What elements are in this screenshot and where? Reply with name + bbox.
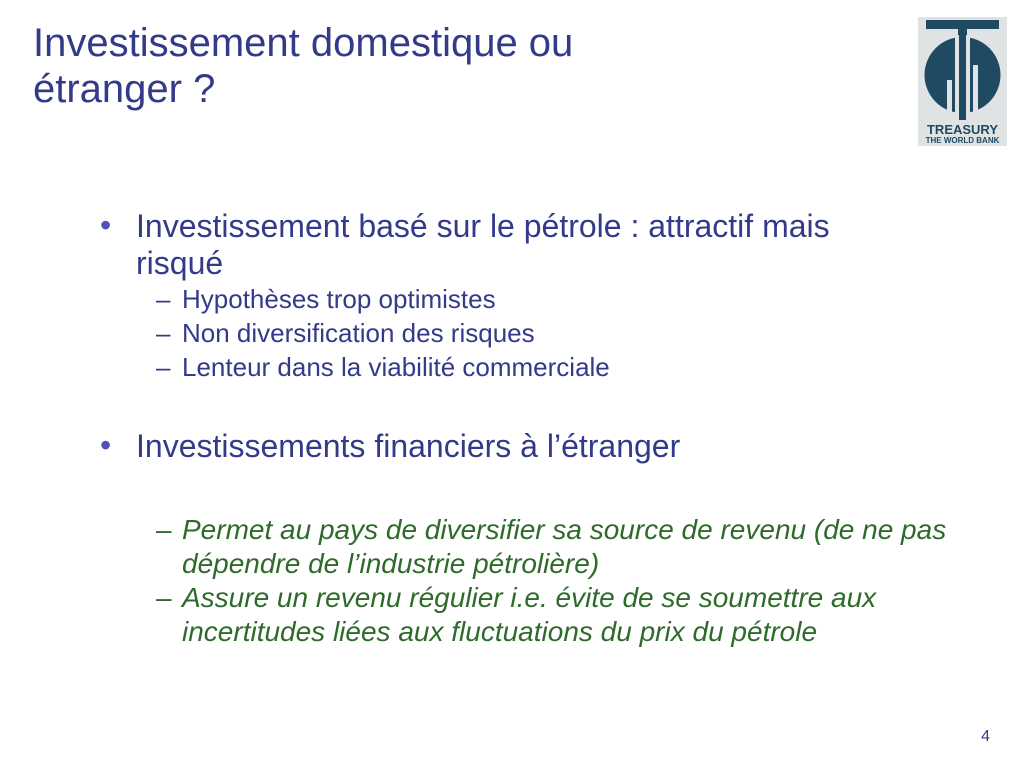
sub-bullet-item (100, 350, 980, 384)
bullet-text: Investissement basé sur le pétrole : attractif mais risqué (136, 208, 830, 281)
dash-icon: – (156, 582, 172, 613)
sub-bullet-text: Non diversification des risques (182, 318, 535, 348)
sub-bullet-item (100, 581, 982, 649)
slide-title (33, 20, 793, 112)
sub-bullet-list (100, 513, 980, 649)
sub-bullet-text: Hypothèses trop optimistes (182, 284, 496, 314)
logo-text-world-bank: THE WORLD BANK (925, 136, 1000, 145)
dash-icon: – (156, 352, 171, 382)
sub-bullet-item (100, 316, 980, 350)
treasury-logo-icon (923, 20, 1002, 120)
page-number: 4 (981, 728, 990, 745)
dash-icon: – (156, 318, 171, 348)
dash-icon: – (156, 514, 172, 545)
bullet-dot-icon: • (100, 427, 112, 463)
sub-bullet-item (100, 282, 980, 316)
sub-bullet-text: Assure un revenu régulier i.e. évite de se soumettre aux incertitudes liées aux fluctuations du prix du pétrole (182, 582, 877, 647)
sub-bullet-text: Lenteur dans la viabilité commerciale (182, 352, 610, 382)
bullet-dot-icon: • (100, 207, 112, 243)
bullet-item (100, 208, 980, 282)
dash-icon: – (156, 284, 171, 314)
logo-text-treasury: TREASURY (926, 122, 999, 137)
slide-body (100, 208, 980, 649)
bullet-item (100, 428, 980, 465)
sub-bullet-item (100, 513, 982, 581)
sub-bullet-text: Permet au pays de diversifier sa source de revenu (de ne pas dépendre de l’industrie pétrolière) (182, 514, 947, 579)
treasury-logo (918, 17, 1007, 146)
slide-title-line2: étranger ? (33, 67, 216, 111)
sub-bullet-list (100, 282, 980, 384)
slide-title-line1: Investissement domestique ou (33, 21, 574, 65)
bullet-text: Investissements financiers à l’étranger (136, 428, 681, 464)
